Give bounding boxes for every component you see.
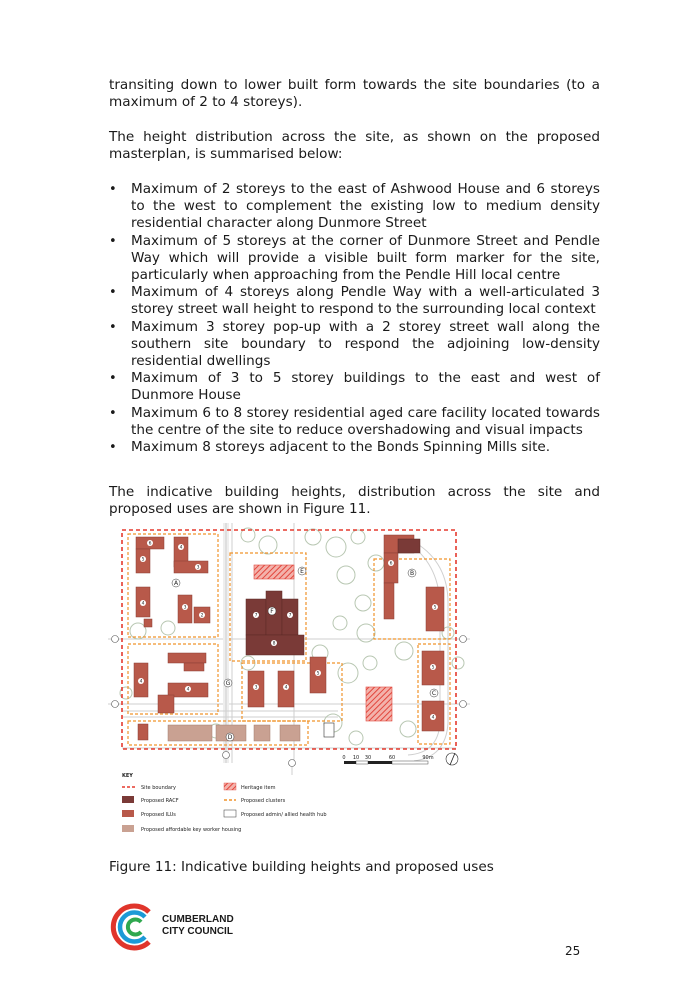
storey-mark: 4 bbox=[431, 715, 435, 721]
storey-mark: 6 bbox=[148, 541, 152, 547]
body-paragraph-1: transiting down to lower built form towards the site boundaries (to a maximum of 2 to 4 storeys). bbox=[109, 77, 600, 111]
storey-mark: 5 bbox=[433, 605, 437, 611]
storey-mark: 3 bbox=[183, 605, 187, 611]
key-label: Proposed clusters bbox=[241, 798, 286, 804]
body-paragraph-3: The indicative building heights, distribution across the site and proposed uses are shown in Figure 11. bbox=[109, 484, 600, 518]
affordable-housing bbox=[168, 725, 300, 741]
site-label: B bbox=[409, 570, 415, 577]
list-item: • Maximum of 5 storeys at the corner of Dunmore Street and Pendle Way which will provide a visible built form marker for the site, particularly when approaching from the Pendle Hill local centre bbox=[109, 233, 600, 285]
list-item: • Maximum 6 to 8 storey residential aged care facility located towards the centre of the site to reduce overshadowing and visual impacts bbox=[109, 405, 600, 439]
figure-caption: Figure 11: Indicative building heights and proposed uses bbox=[109, 859, 494, 875]
site-label: A bbox=[173, 580, 179, 587]
key-label: Heritage item bbox=[241, 785, 276, 791]
storey-mark: 7 bbox=[254, 613, 258, 619]
council-name bbox=[162, 914, 234, 937]
storey-mark: 5 bbox=[141, 557, 145, 563]
storey-mark: 2 bbox=[200, 613, 204, 619]
masterplan-figure bbox=[108, 523, 470, 839]
site-label: F bbox=[270, 608, 274, 615]
council-name-line2: CITY COUNCIL bbox=[162, 925, 233, 937]
key-label: Proposed affordable key worker housing bbox=[141, 827, 242, 833]
health-hub-outline bbox=[324, 723, 334, 737]
key-label: Proposed admin/ allied health hub bbox=[241, 812, 327, 818]
page-number: 25 bbox=[565, 944, 581, 958]
cumberland-logo-icon bbox=[109, 902, 159, 952]
storey-mark: 5 bbox=[431, 665, 435, 671]
north-arrow-icon bbox=[446, 753, 458, 765]
list-item: • Maximum 3 storey pop-up with a 2 storey street wall along the southern site boundary to respond the adjoining low-density residential dwellings bbox=[109, 319, 600, 371]
height-distribution-list bbox=[109, 181, 600, 456]
key-label: Proposed RACF bbox=[141, 798, 179, 804]
key-label: Site boundary bbox=[141, 785, 177, 791]
scale-tick: 30 bbox=[364, 755, 372, 761]
heritage-item bbox=[366, 687, 392, 721]
key-title: KEY bbox=[122, 773, 133, 779]
scale-tick: 90m bbox=[422, 755, 434, 761]
storey-mark: 3 bbox=[254, 685, 258, 691]
scale-tick: 0 bbox=[342, 755, 346, 761]
storey-mark: 4 bbox=[141, 601, 145, 607]
storey-mark: 6 bbox=[389, 561, 393, 567]
list-item: • Maximum 8 storeys adjacent to the Bonds Spinning Mills site. bbox=[109, 439, 600, 456]
body-paragraph-2: The height distribution across the site, as shown on the proposed masterplan, is summarised below: bbox=[109, 129, 600, 163]
storey-mark: 3 bbox=[196, 565, 200, 571]
storey-mark: 7 bbox=[288, 613, 292, 619]
council-name-line1: CUMBERLAND bbox=[162, 914, 234, 925]
storey-mark: 5 bbox=[316, 671, 320, 677]
site-label: E bbox=[300, 568, 304, 575]
storey-mark: 4 bbox=[179, 545, 183, 551]
site-label: D bbox=[227, 734, 233, 741]
key-label: Proposed ILUs bbox=[141, 812, 176, 818]
scale-tick: 10 bbox=[352, 755, 360, 761]
storey-mark: 4 bbox=[186, 687, 190, 693]
storey-mark: 8 bbox=[272, 641, 276, 647]
site-label: C bbox=[431, 690, 437, 697]
list-item: • Maximum of 4 storeys along Pendle Way with a well-articulated 3 storey street wall height to respond to the surrounding local context bbox=[109, 284, 600, 318]
site-label: G bbox=[225, 680, 231, 687]
list-item: • Maximum of 2 storeys to the east of Ashwood House and 6 storeys to the west to complement the existing low to medium density residential character along Dunmore Street bbox=[109, 181, 600, 233]
storey-mark: 4 bbox=[139, 679, 143, 685]
scale-tick: 60 bbox=[388, 755, 396, 761]
storey-mark: 4 bbox=[284, 685, 288, 691]
heritage-item bbox=[254, 565, 294, 579]
list-item: • Maximum of 3 to 5 storey buildings to the east and west of Dunmore House bbox=[109, 370, 600, 404]
